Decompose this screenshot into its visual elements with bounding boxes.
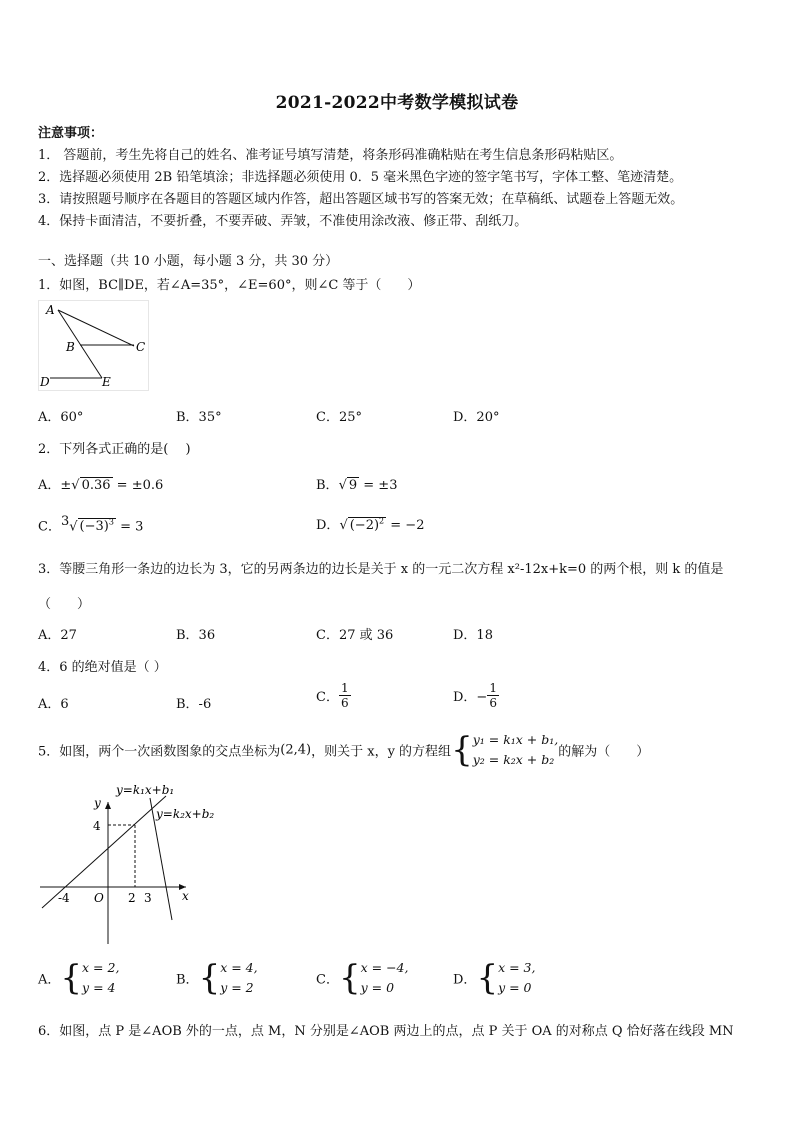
q1-label-e: E (102, 375, 111, 389)
q4-option-b[interactable]: B．-6 (176, 697, 212, 712)
q2-option-b[interactable]: B．√ 9 = ±3 (316, 478, 398, 493)
q3-option-c[interactable]: C．27 或 36 (316, 628, 394, 643)
q2-option-b-letter: B． (316, 478, 339, 493)
q2-option-d[interactable]: D．√ $(-2)^2 = -2$ (316, 516, 425, 533)
q4-d-numerator: 1 (489, 681, 497, 695)
q5-graph (36, 780, 220, 946)
q3-stem: 3．等腰三角形一条边的边长为 3，它的另两条边的边长是关于 x 的一元二次方程 x²-12x+k=0 的两个根，则 k 的值是 (38, 562, 724, 577)
q5-stem-mid: ，则关于 x，y 的方程组 (311, 744, 452, 760)
q5-tick-3: 3 (144, 891, 152, 905)
q1-label-d: D (40, 375, 50, 389)
q2-stem: 2．下列各式正确的是( ) (38, 442, 191, 457)
q2-option-c[interactable]: C．$^3$√ $(-3)^3 = 3$ (38, 514, 144, 535)
q4-option-c[interactable] (316, 681, 351, 710)
q3-option-a[interactable]: A．27 (38, 628, 77, 643)
notice-item-2: 2．选择题必须使用 2B 铅笔填涂；非选择题必须使用 0．5 毫米黑色字迹的签字笔书写，字体工整、笔迹清楚。 (38, 170, 683, 185)
q1-option-d[interactable]: D．20° (453, 410, 500, 425)
q1-option-c[interactable]: C．25° (316, 410, 362, 425)
notice-heading: 注意事项： (38, 126, 104, 141)
q5-c-x: x = −4, (360, 960, 409, 975)
q5-eq2: y₂ = k₂x + b₂ (472, 752, 555, 767)
q5-origin-label: O (94, 891, 104, 905)
q5-option-d[interactable]: D．{ x = 3, y = 0 (453, 958, 536, 998)
q5-d-x: x = 3, (498, 960, 536, 975)
q1-option-a[interactable]: A．60° (38, 410, 84, 425)
q5-stem: 5．如图，两个一次函数图象的交点坐标为(2,4)，则关于 x，y 的方程组{ y₁ = k₁x + b₁, y₂ = k₂x + b₂ 的解为（ ） (38, 730, 650, 770)
q5-option-c[interactable]: C．{ x = −4, y = 0 (316, 958, 409, 998)
q4-stem: 4．6 的绝对值是（ ） (38, 660, 167, 675)
q3-paren: （ ） (38, 597, 91, 612)
q5-a-x: x = 2, (82, 960, 120, 975)
q5-b-y: y = 2 (220, 980, 254, 995)
q5-stem-post: 的解为（ ） (558, 744, 650, 760)
q5-tick-2: 2 (128, 891, 136, 905)
q2-option-d-letter: D． (316, 518, 340, 533)
q2-b-rhs: = ±3 (359, 478, 398, 493)
q1-stem: 1．如图，BC∥DE，若∠A=35°，∠E=60°，则∠C 等于（ ） (38, 278, 421, 293)
q5-c-y: y = 0 (360, 980, 395, 995)
q5-d-y: y = 0 (498, 980, 532, 995)
q4-d-denominator: 6 (489, 696, 497, 710)
q5-option-b-letter: B． (176, 972, 199, 988)
page-title: 2021-2022中考数学模拟试卷 (275, 93, 519, 113)
q2-d-rhs: = −2 (386, 518, 425, 533)
q5-option-d-letter: D． (453, 972, 477, 988)
q2-d-radicand: (−2) (349, 518, 380, 533)
q2-a-sign: ± (60, 478, 72, 493)
q2-d-exp: 2 (379, 516, 385, 526)
q5-option-a[interactable]: A．{ x = 2, y = 4 (38, 958, 120, 998)
q2-c-index: 3 (60, 514, 70, 529)
q2-c-rhs: = 3 (115, 519, 144, 535)
q3-option-d[interactable]: D．18 (453, 628, 493, 643)
q5-line1-label: y=k₁x+b₁ (116, 783, 175, 797)
q5-b-x: x = 4, (220, 960, 258, 975)
q2-c-exp: 3 (108, 518, 114, 527)
notice-item-1: 1． 答题前，考生先将自己的姓名、准考证号填写清楚，将条形码准确粘贴在考生信息条形码粘贴区。 (38, 148, 623, 163)
q1-figure (38, 300, 150, 392)
q3-option-b[interactable]: B．36 (176, 628, 216, 643)
q2-option-a-letter: A． (38, 478, 61, 493)
q2-option-a[interactable]: A．±√ 0.36 = ±0.6 (38, 478, 164, 493)
q1-label-c: C (136, 340, 146, 354)
q5-a-y: y = 4 (82, 980, 116, 995)
q4-option-d[interactable] (453, 681, 499, 710)
q2-a-radicand: 0.36 (81, 478, 111, 493)
q6-stem: 6．如图，点 P 是∠AOB 外的一点，点 M，N 分别是∠AOB 两边上的点，点 P 关于 OA 的对称点 Q 恰好落在线段 MN (38, 1024, 734, 1039)
q2-option-c-letter: C． (38, 519, 61, 535)
q1-label-b: B (66, 340, 75, 354)
q5-option-a-letter: A． (38, 972, 61, 988)
q4-option-d-letter: D．− (453, 690, 488, 705)
q5-tick-y4: 4 (93, 819, 101, 833)
q4-c-numerator: 1 (340, 681, 349, 695)
q2-a-rhs: = ±0.6 (112, 478, 164, 493)
q4-option-c-letter: C． (316, 690, 339, 705)
section-heading: 一、选择题（共 10 小题，每小题 3 分，共 30 分） (38, 254, 339, 269)
q5-tick-neg4: -4 (58, 891, 70, 905)
q5-point: (2,4) (280, 742, 312, 758)
q4-c-denominator: 6 (340, 696, 349, 710)
q4-option-a[interactable]: A．6 (38, 697, 69, 712)
q5-option-c-letter: C． (316, 972, 339, 988)
q5-y-axis-label: y (94, 796, 101, 810)
q5-x-axis-label: x (182, 889, 189, 903)
q1-label-a: A (46, 303, 55, 317)
q2-b-radicand: 9 (348, 478, 358, 493)
q5-eq1: y₁ = k₁x + b₁, (472, 732, 559, 747)
q1-option-b[interactable]: B．35° (176, 410, 222, 425)
q2-c-radicand: (−3) (79, 519, 109, 535)
q5-option-b[interactable]: B．{ x = 4, y = 2 (176, 958, 258, 998)
notice-item-3: 3．请按照题号顺序在各题目的答题区域内作答，超出答题区域书写的答案无效；在草稿纸、试题卷上答题无效。 (38, 192, 684, 207)
notice-item-4: 4．保持卡面清洁，不要折叠，不要弄破、弄皱，不准使用涂改液、修正带、刮纸刀。 (38, 214, 528, 229)
q5-stem-pre: 5．如图，两个一次函数图象的交点坐标为 (38, 744, 281, 760)
q5-line2-label: y=k₂x+b₂ (156, 807, 215, 821)
